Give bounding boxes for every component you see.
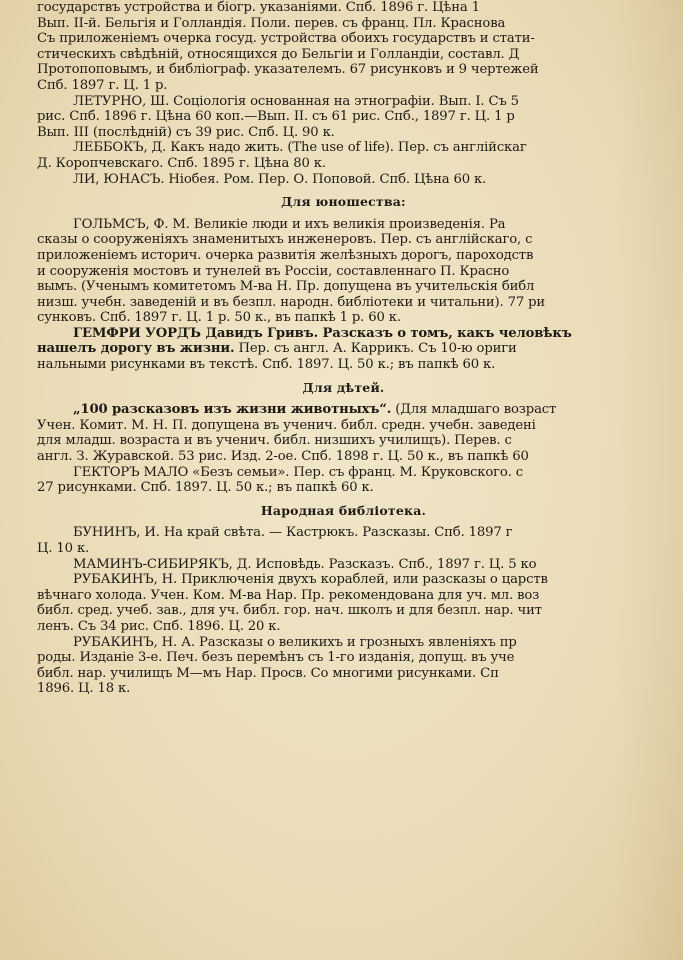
line-text: РУБАКИНЪ, Н. Приключенія двухъ кораблей, или разсказы о царств — [73, 572, 548, 588]
line-text: ЛЕББОКЪ, Д. Какъ надо жить. (The use of life). Пер. съ англійскаг — [73, 140, 527, 156]
text-line — [37, 603, 680, 619]
line-text: ГЕКТОРЪ МАЛО «Безъ семьи». Пер. съ франц. М. Круковского. с — [73, 464, 524, 480]
line-text: для младш. возраста и въ ученич. библ. низшихъ училищъ). Перев. с — [37, 433, 512, 449]
text-line — [37, 666, 680, 682]
text-line — [37, 172, 680, 188]
text-line — [37, 541, 680, 557]
text-line — [37, 140, 680, 156]
line-text: англ. З. Журавской. 53 рис. Изд. 2-ое. Спб. 1898 г. Ц. 50 к., въ папкѣ 60 — [37, 449, 529, 465]
bold-text: Разсказъ о томъ, какъ человѣкъ — [318, 325, 572, 341]
text-line — [37, 619, 680, 635]
text-line — [37, 109, 680, 125]
line-text: приложеніемъ историч. очерка развитія желѣзныхъ дорогъ, пароходств — [37, 247, 534, 263]
line-gap — [37, 496, 680, 503]
line-gap — [37, 518, 680, 525]
text-line — [37, 433, 680, 449]
line-text: РУБАКИНЪ, Н. А. Разсказы о великихъ и грозныхъ явленіяхъ пр — [73, 634, 517, 650]
line-text: вымъ. (Ученымъ комитетомъ М-ва Н. Пр. допущена въ учительскія библ — [37, 279, 535, 295]
text-line — [37, 572, 680, 588]
text-line — [37, 62, 680, 78]
text-line — [37, 465, 680, 481]
text-line — [37, 480, 680, 496]
text-line — [37, 78, 680, 94]
line-text: библ. нар. училищъ М—мъ Нар. Просв. Со многими рисунками. Сп — [37, 665, 499, 681]
text-line — [37, 326, 680, 342]
text-line — [37, 310, 680, 326]
line-text: и сооруженія мостовъ и тунелей въ Россіи, составленнаго П. Красно — [37, 263, 510, 279]
line-text: ЛИ, ЮНАСЪ. Ніобея. Ром. Пер. О. Поповой. Спб. Цѣна 60 к. — [73, 171, 487, 187]
text-line — [37, 681, 680, 697]
line-text: роды. Изданіе 3-е. Печ. безъ перемѣнъ съ 1-го изданія, допущ. въ уче — [37, 650, 515, 666]
text-line — [37, 449, 680, 465]
bold-text: нашелъ дорогу въ жизни. — [37, 341, 235, 357]
text-line — [37, 635, 680, 651]
line-text: государствъ устройства и біогр. указаніями. Спб. 1896 г. Цѣна 1 — [37, 0, 480, 15]
text-line — [37, 402, 680, 418]
text-line — [37, 156, 680, 172]
text-line — [37, 295, 680, 311]
text-line — [37, 357, 680, 373]
text-line — [37, 16, 680, 32]
section-heading: Народная библіотека. — [260, 502, 427, 518]
line-text: Съ приложеніемъ очерка госуд. устройства обоихъ государствъ и стати- — [37, 31, 535, 47]
line-text: БУНИНЪ, И. На край свѣта. — Кастрюкъ. Разсказы. Спб. 1897 г — [73, 525, 513, 541]
line-text: Ц. 10 к. — [37, 541, 90, 556]
line-text: библ. сред. учеб. зав., для уч. библ. гор. нач. школъ и для безпл. нар. чит — [37, 603, 542, 619]
line-text: вѣчнаго холода. Учен. Ком. М-ва Нар. Пр. рекомендована для уч. мл. воз — [37, 587, 540, 603]
line-text: Вып. II-й. Бельгія и Голландія. Поли. перев. съ франц. Пл. Краснова — [37, 15, 506, 31]
text-line — [37, 232, 680, 248]
line-text: ЛЕТУРНО, Ш. Соціологія основанная на этнографіи. Вып. I. Съ 5 — [73, 93, 519, 109]
section-heading: Для дѣтей. — [302, 379, 385, 395]
text-line — [37, 279, 680, 295]
line-text: Пер. съ англ. А. Каррикъ. Съ 10-ю ориги — [234, 341, 517, 357]
line-text: ГОЛЬМСЪ, Ф. М. Великіе люди и ихъ великія произведенія. Ра — [73, 216, 506, 232]
text-line — [37, 94, 680, 110]
line-gap — [37, 373, 680, 380]
line-text: стическихъ свѣдѣній, относящихся до Бельгіи и Голландіи, составл. Д — [37, 46, 520, 62]
line-gap — [37, 210, 680, 217]
line-text: (Для младшаго возраст — [391, 402, 557, 418]
text-line — [37, 125, 680, 141]
line-text: 1896. Ц. 18 к. — [37, 681, 131, 697]
line-text: нальными рисунками въ текстѣ. Спб. 1897. Ц. 50 к.; въ папкѣ 60 к. — [37, 357, 496, 373]
bold-text: ГЕМФРИ УОРДЪ Давидъ Гривъ. — [73, 325, 319, 341]
bold-text: „100 разсказовъ изъ жизни животныхъ“. — [73, 402, 392, 418]
text-line — [37, 418, 680, 434]
line-text: Протопоповымъ, и библіограф. указателемъ. 67 рисунковъ и 9 чертежей — [37, 62, 539, 78]
section-heading: Для юношества: — [281, 194, 406, 210]
text-line — [37, 588, 680, 604]
line-text: ленъ. Съ 34 рис. Спб. 1896. Ц. 20 к. — [37, 618, 281, 634]
text-line — [37, 248, 680, 264]
line-text: 27 рисунками. Спб. 1897. Ц. 50 к.; въ папкѣ 60 к. — [37, 480, 374, 496]
line-text: Вып. III (послѣдній) съ 39 рис. Спб. Ц. 90 к. — [37, 124, 335, 140]
line-text: рис. Спб. 1896 г. Цѣна 60 коп.—Вып. II. съ 61 рис. Спб., 1897 г. Ц. 1 р — [37, 109, 515, 125]
line-gap — [37, 187, 680, 194]
text-line — [37, 47, 680, 63]
line-gap — [37, 395, 680, 402]
line-text: МАМИНЪ-СИБИРЯКЪ, Д. Исповѣдь. Разсказъ. Спб., 1897 г. Ц. 5 ко — [73, 556, 537, 572]
line-text: Спб. 1897 г. Ц. 1 р. — [37, 77, 168, 93]
line-text: Учен. Комит. М. Н. П. допущена въ ученич. библ. средн. учебн. заведені — [37, 417, 536, 433]
text-line — [37, 217, 680, 233]
line-text: Д. Коропчевскаго. Спб. 1895 г. Цѣна 80 к. — [37, 155, 326, 171]
text-column — [37, 0, 680, 697]
text-line — [37, 341, 680, 357]
text-line — [37, 0, 680, 16]
text-line — [37, 650, 680, 666]
line-text: сунковъ. Спб. 1897 г. Ц. 1 р. 50 к., въ папкѣ 1 р. 60 к. — [37, 310, 401, 326]
line-text: низш. учебн. заведеній и въ безпл. народн. библіотеки и читальни). 77 ри — [37, 294, 546, 310]
text-line — [37, 264, 680, 280]
line-text: сказы о сооруженіяхъ знаменитыхъ инженеровъ. Пер. съ англійскаго, с — [37, 232, 533, 248]
text-line — [37, 525, 680, 541]
text-line — [37, 31, 680, 47]
text-line — [37, 557, 680, 573]
